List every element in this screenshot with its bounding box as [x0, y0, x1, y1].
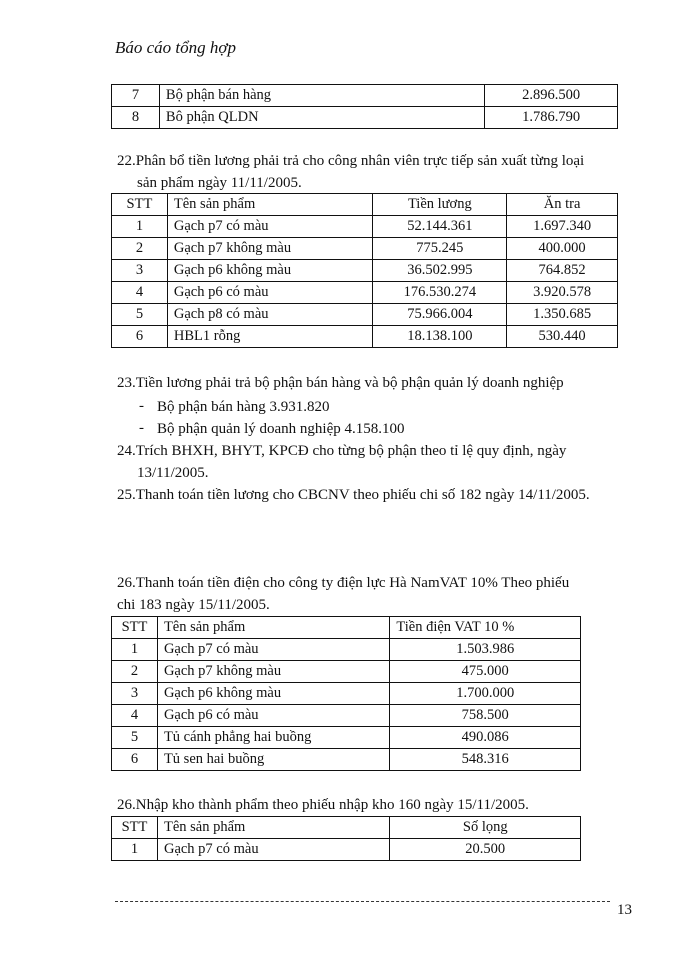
cell-stt: 3 [112, 683, 158, 705]
cell-meal: 400.000 [507, 238, 618, 260]
cell-amount: 475.000 [390, 661, 581, 683]
item-26a-line2: chi 183 ngày 15/11/2005. [117, 597, 270, 613]
item-26b: 26.Nhập kho thành phẩm theo phiếu nhập kho 160 ngày 15/11/2005. [117, 797, 529, 813]
cell-name: Gạch p6 không màu [167, 260, 373, 282]
cell-salary: 18.138.100 [373, 326, 507, 348]
cell-amount: 2.896.500 [485, 85, 618, 107]
table-row [112, 216, 618, 238]
item-24-line1: 24.Trích BHXH, BHYT, KPCĐ cho từng bộ phận theo tỉ lệ quy định, ngày [117, 443, 567, 459]
header-quantity: Số lọng [390, 817, 581, 839]
table-row [112, 260, 618, 282]
item-25: 25.Thanh toán tiền lương cho CBCNV theo phiếu chi số 182 ngày 14/11/2005. [117, 487, 590, 503]
item-23-line1: 23.Tiền lương phải trả bộ phận bán hàng và bộ phận quản lý doanh nghiệp [117, 375, 564, 391]
table-row [112, 85, 618, 107]
cell-name: Gạch p6 có màu [157, 705, 389, 727]
cell-meal: 3.920.578 [507, 282, 618, 304]
cell-name: HBL1 rỗng [167, 326, 373, 348]
item-26a-line1: 26.Thanh toán tiền điện cho công ty điện lực Hà NamVAT 10% Theo phiếu [117, 575, 570, 591]
cell-stt: 4 [112, 282, 168, 304]
header-stt: STT [112, 817, 158, 839]
item-24-line2: 13/11/2005. [137, 465, 209, 481]
cell-name: Gạch p6 có màu [167, 282, 373, 304]
cell-meal: 1.697.340 [507, 216, 618, 238]
cell-stt: 2 [112, 661, 158, 683]
item-23-bullet1: Bộ phận bán hàng 3.931.820 [157, 399, 330, 415]
cell-name: Bộ phận bán hàng [159, 85, 484, 107]
cell-name: Bô phận QLDN [159, 107, 484, 129]
header-electricity: Tiền điện VAT 10 % [390, 617, 581, 639]
cell-stt: 8 [112, 107, 160, 129]
cell-stt: 4 [112, 705, 158, 727]
table-row [112, 304, 618, 326]
cell-stt: 7 [112, 85, 160, 107]
cell-name: Gạch p7 không màu [157, 661, 389, 683]
cell-name: Gạch p7 có màu [167, 216, 373, 238]
header-name: Tên sản phẩm [157, 617, 389, 639]
table-row [112, 683, 581, 705]
cell-salary: 52.144.361 [373, 216, 507, 238]
page-number: 13 [617, 902, 632, 918]
cell-amount: 1.786.790 [485, 107, 618, 129]
cell-quantity: 20.500 [390, 839, 581, 861]
cell-name: Tủ sen hai buồng [157, 749, 389, 771]
header-stt: STT [112, 617, 158, 639]
dash-bullet-icon: - [139, 420, 144, 436]
table-row [112, 107, 618, 129]
table-row [112, 282, 618, 304]
header-stt: STT [112, 194, 168, 216]
cell-stt: 6 [112, 749, 158, 771]
cell-meal: 764.852 [507, 260, 618, 282]
cell-stt: 5 [112, 727, 158, 749]
cell-amount: 758.500 [390, 705, 581, 727]
cell-stt: 5 [112, 304, 168, 326]
cell-amount: 548.316 [390, 749, 581, 771]
cell-name: Gạch p7 có màu [157, 639, 389, 661]
cell-salary: 775.245 [373, 238, 507, 260]
table-continuation [111, 84, 618, 129]
cell-amount: 490.086 [390, 727, 581, 749]
cell-stt: 1 [112, 639, 158, 661]
table-header-row [112, 817, 581, 839]
footer-divider [115, 901, 610, 902]
cell-stt: 2 [112, 238, 168, 260]
table-row [112, 727, 581, 749]
table-row [112, 839, 581, 861]
salary-table [111, 193, 618, 348]
item-22-line1: 22.Phân bổ tiền lương phải trả cho công nhân viên trực tiếp sản xuất từng loại [117, 153, 585, 169]
item-22-line2: sản phẩm ngày 11/11/2005. [137, 175, 302, 191]
cell-salary: 75.966.004 [373, 304, 507, 326]
header-meal: Ăn tra [507, 194, 618, 216]
cell-salary: 176.530.274 [373, 282, 507, 304]
table-row [112, 705, 581, 727]
cell-stt: 1 [112, 839, 158, 861]
cell-meal: 1.350.685 [507, 304, 618, 326]
header-name: Tên sản phẩm [157, 817, 390, 839]
cell-name: Tủ cánh phẳng hai buồng [157, 727, 389, 749]
table-header-row [112, 617, 581, 639]
cell-stt: 3 [112, 260, 168, 282]
page-header: Báo cáo tổng hợp [115, 38, 236, 57]
cell-name: Gạch p8 có màu [167, 304, 373, 326]
table-row [112, 661, 581, 683]
table-header-row [112, 194, 618, 216]
cell-name: Gạch p7 có màu [157, 839, 390, 861]
cell-salary: 36.502.995 [373, 260, 507, 282]
cell-stt: 1 [112, 216, 168, 238]
cell-name: Gạch p6 không màu [157, 683, 389, 705]
header-salary: Tiền lương [373, 194, 507, 216]
item-23-bullet2: Bộ phận quản lý doanh nghiệp 4.158.100 [157, 421, 405, 437]
header-name: Tên sản phẩm [167, 194, 373, 216]
table-row [112, 238, 618, 260]
table-row [112, 749, 581, 771]
dash-bullet-icon: - [139, 398, 144, 414]
table-row [112, 326, 618, 348]
cell-name: Gạch p7 không màu [167, 238, 373, 260]
electricity-table [111, 616, 581, 771]
table-row [112, 639, 581, 661]
cell-amount: 1.503.986 [390, 639, 581, 661]
cell-meal: 530.440 [507, 326, 618, 348]
cell-amount: 1.700.000 [390, 683, 581, 705]
warehouse-table [111, 816, 581, 861]
cell-stt: 6 [112, 326, 168, 348]
